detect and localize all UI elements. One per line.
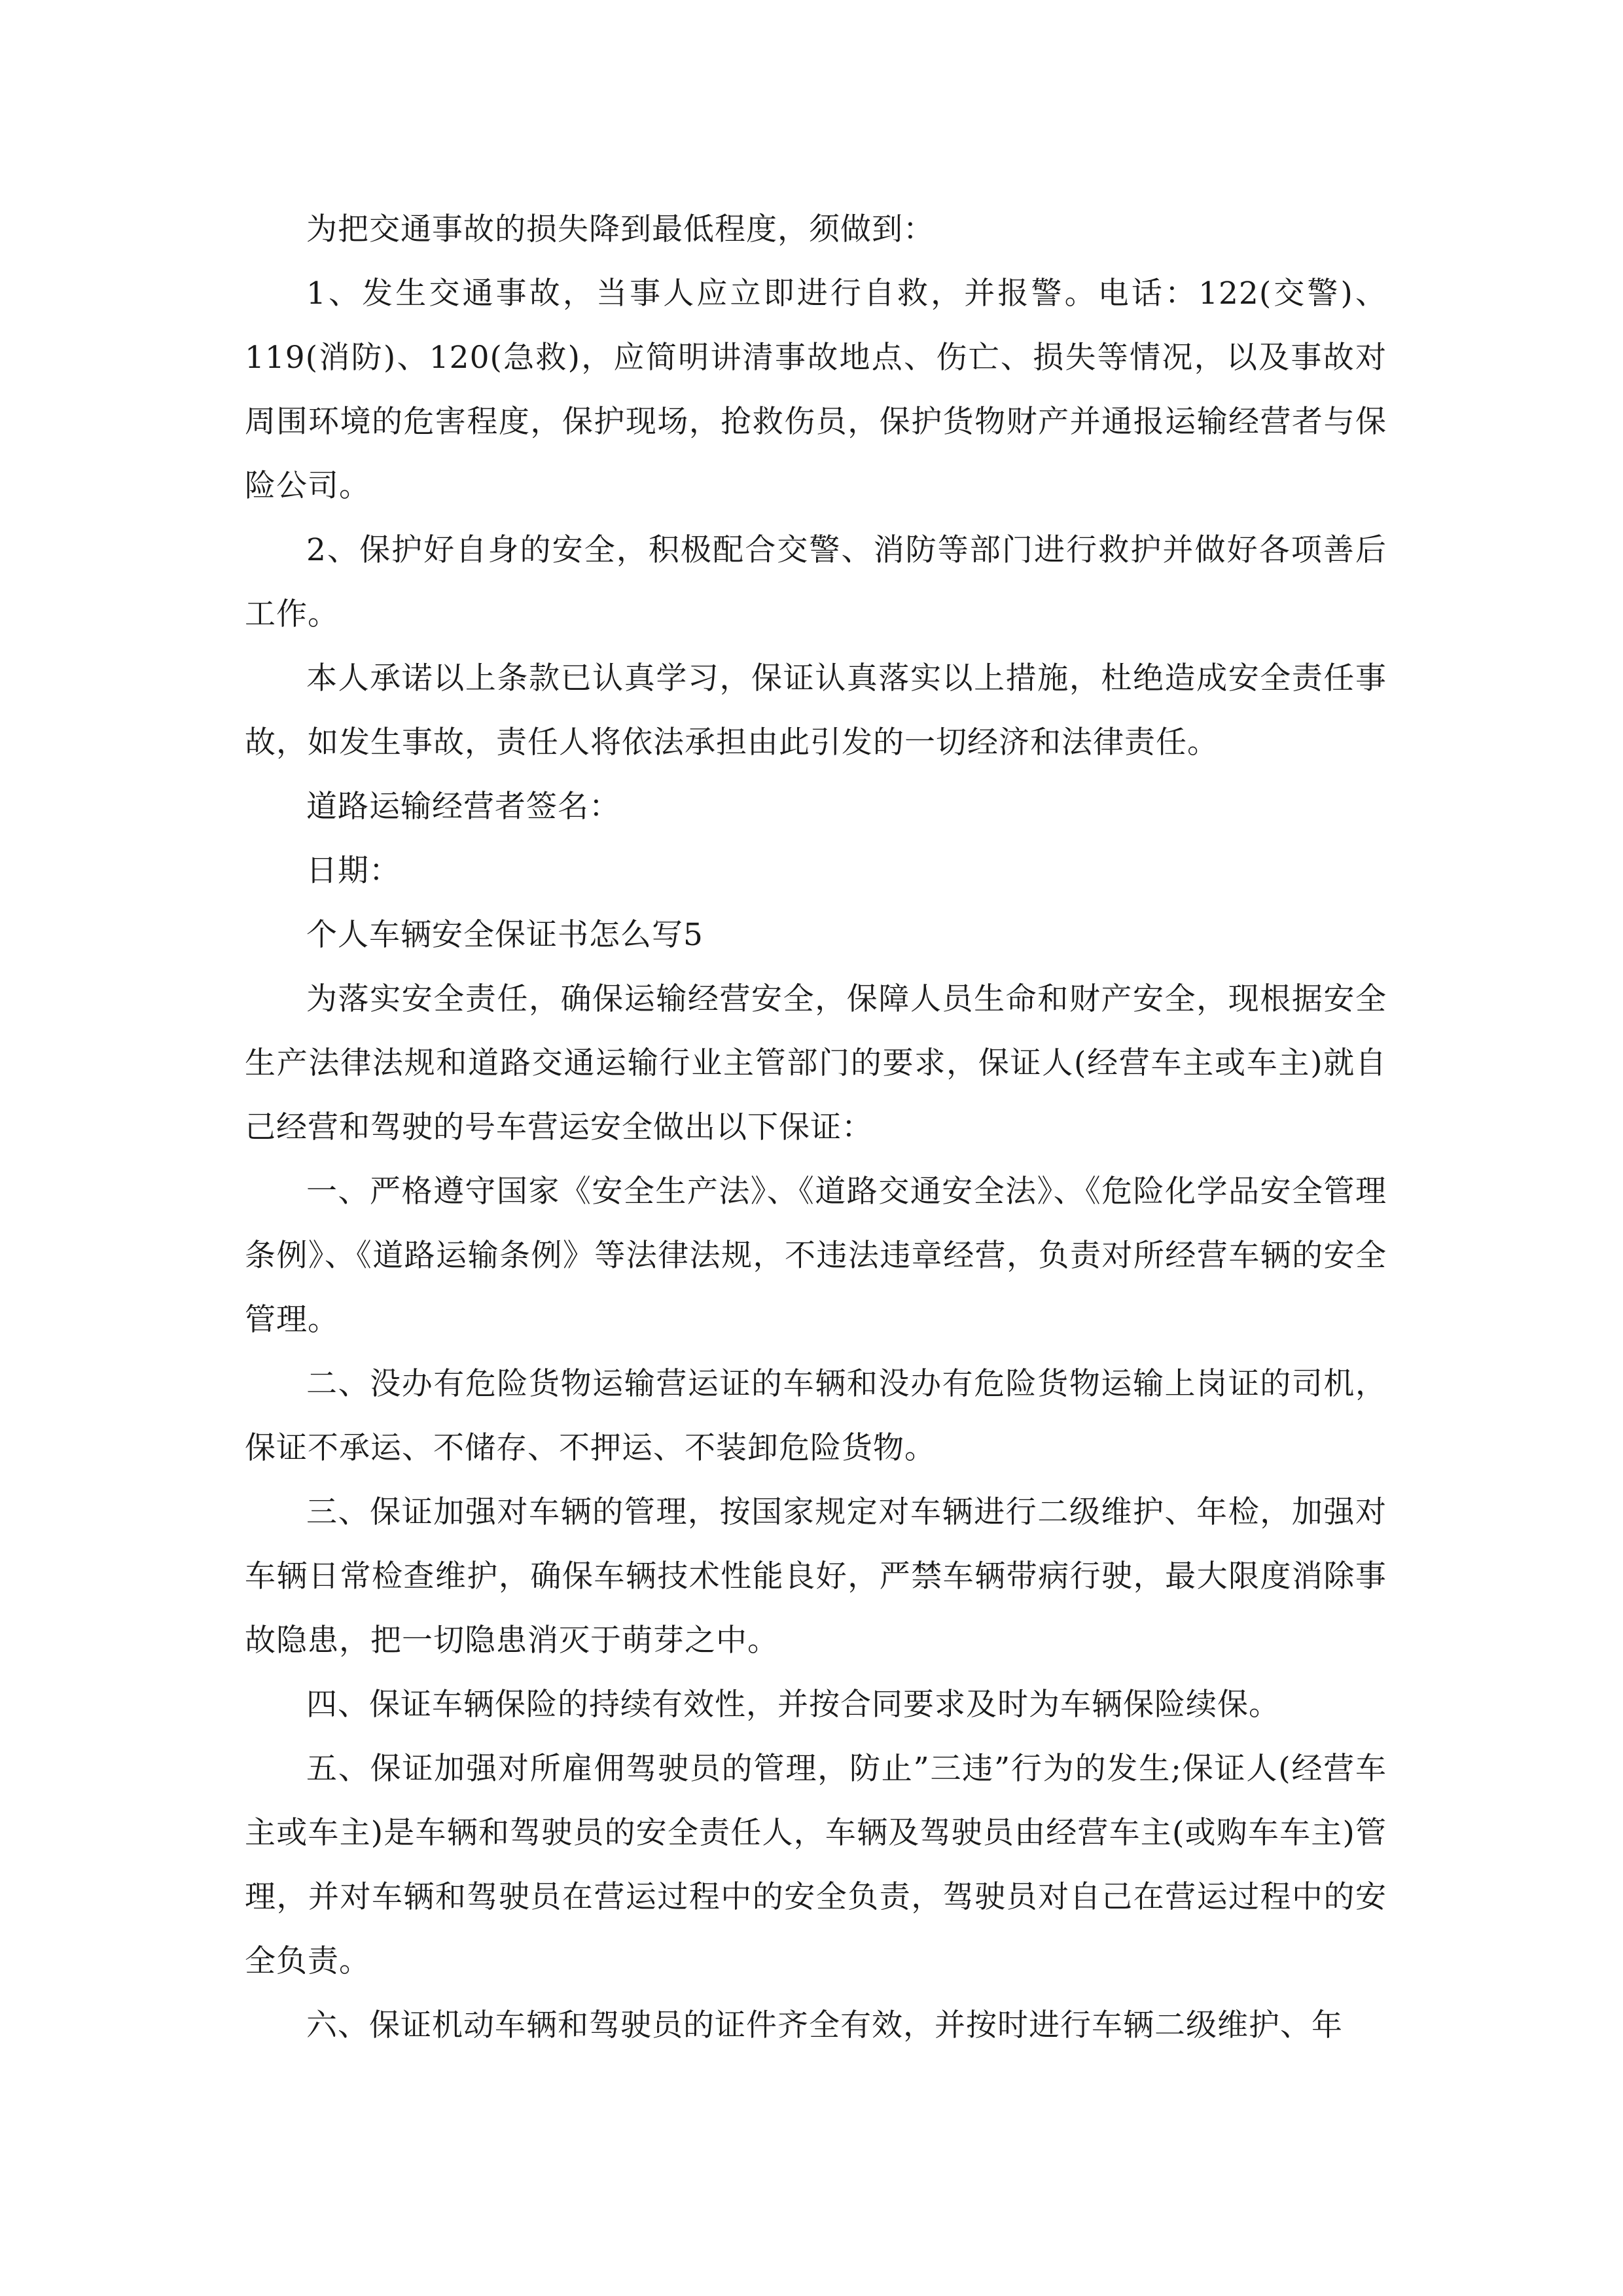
paragraph-clause-1: 一、严格遵守国家《安全生产法》、《道路交通安全法》、《危险化学品安全管理条例》、《道路运输条例》等法律法规，不违法违章经营，负责对所经营车辆的安全管理。 [245, 1174, 1387, 1338]
signature-line: 道路运输经营者签名： [306, 789, 620, 825]
paragraph-clause-5: 五、保证加强对所雇佣驾驶员的管理，防止”三违”行为的发生;保证人(经营车主或车主)是车辆和驾驶员的安全责任人，车辆及驾驶员由经营车主(或购车车主)管理，并对车辆和驾驶员在营运过程中的安全负责，驾驶员对自己在营运过程中的安全负责。 [245, 1751, 1387, 1979]
paragraph-clause-3: 三、保证加强对车辆的管理，按国家规定对车辆进行二级维护、年检，加强对车辆日常检查维护，确保车辆技术性能良好，严禁车辆带病行驶，最大限度消除事故隐患，把一切隐患消灭于萌芽之中。 [245, 1494, 1387, 1659]
paragraph-clause-6: 六、保证机动车辆和驾驶员的证件齐全有效，并按时进行车辆二级维护、年 [306, 2007, 1343, 2043]
paragraph-clause-4: 四、保证车辆保险的持续有效性，并按合同要求及时为车辆保险续保。 [306, 1687, 1280, 1723]
paragraph-clause-2: 二、没办有危险货物运输营运证的车辆和没办有危险货物运输上岗证的司机，保证不承运、不储存、不押运、不装卸危险货物。 [245, 1366, 1387, 1466]
paragraph-intro: 为把交通事故的损失降到最低程度，须做到： [306, 211, 935, 247]
document-body [245, 198, 1387, 2058]
paragraph-item-2: 2、保护好自身的安全，积极配合交警、消防等部门进行救护并做好各项善后工作。 [245, 532, 1387, 632]
paragraph-preamble: 为落实安全责任，确保运输经营安全，保障人员生命和财产安全，现根据安全生产法律法规和道路交通运输行业主管部门的要求，保证人(经营车主或车主)就自己经营和驾驶的号车营运安全做出以下保证： [245, 981, 1387, 1145]
paragraph-item-1: 1、发生交通事故，当事人应立即进行自救，并报警。电话：122(交警)、119(消防)、120(急救)，应简明讲清事故地点、伤亡、损失等情况，以及事故对周围环境的危害程度，保护现场，抢救伤员，保护货物财产并通报运输经营者与保险公司。 [245, 276, 1387, 504]
date-line: 日期： [306, 853, 401, 889]
paragraph-commitment: 本人承诺以上条款已认真学习，保证认真落实以上措施，杜绝造成安全责任事故，如发生事故，责任人将依法承担由此引发的一切经济和法律责任。 [245, 660, 1387, 761]
section-title: 个人车辆安全保证书怎么写5 [306, 917, 704, 953]
